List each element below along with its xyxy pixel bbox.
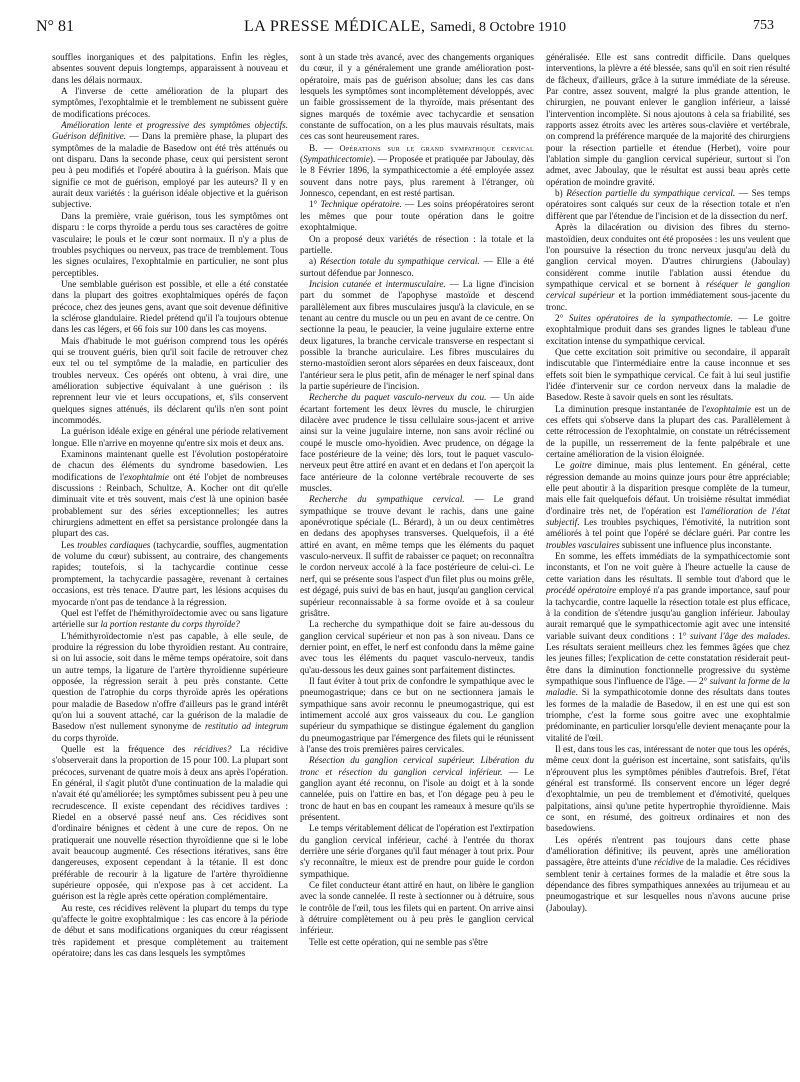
paragraph	[300, 880, 534, 937]
body-text: — Le ganglion ayant été reconnu, on l'isole au doigt et à la sonde cannelée, puis on l'attire en bas, et l'on dégage peu à peu le tronc de haut en bas en coupant les rameaux à mesure qu'ils se présentent.	[300, 766, 534, 823]
paragraph	[300, 234, 534, 257]
issue-number: N° 81	[36, 18, 74, 35]
paragraph	[52, 336, 288, 427]
body-text: subissent une influence plus inconstante.	[619, 539, 772, 550]
page-folio: 753	[753, 18, 774, 33]
italic-text: Suites opératoires de la sympathectomie.	[568, 312, 733, 323]
body-text: (tachycardie, souffles, augmentation de volume du cœur) subissent, au contraire, des changements rapides; toutefois, si la tachycardie continue cesse promptement, la tachycardie passagère, revenant à certaines occasions, est très tenace. D'autre part, les lésions acquises du myocarde n'ont pas de tendance à la régression.	[52, 539, 288, 607]
body-text: — Un aide écartant fortement les deux lèvres du muscle, le chirurgien dilacère avec prudence le tissu cellulaire sous-jacent et arrive ainsi sur la veine jugulaire interne, non sans avoir récliné ou coupé le muscle omo-hyoïdien. Avec prudence, on dégage la face postérieure de la veine; dès lors, tout le paquet vasculo-nerveux peut être attiré en avant et en dedans et l'on aperçoit la face antérieure de la colonne vertébrale recouverte de ses muscles.	[300, 392, 534, 494]
body-text: ). — Proposée et pratiquée par Jaboulay, dès le 8 Février 1896, la sympathicectomie a été employée assez souvent dans notre pays, plus rarement à l'étranger, où Jonnesco, cependant, en est resté partisan.	[300, 154, 534, 199]
body-text: — Le goitre exophtalmique produit dans ses grandes lignes le tableau d'une excitation intense du sympathique cervical.	[546, 312, 790, 346]
body-text: généralisée. Elle est sans contredit difficile. Dans quelques interventions, la plèvre a été blessée, sans qu'il en soit rien résulté de fâcheux, d'ailleurs, grâce à la suture immédiate de la séreuse. Par contre, assez souvent, malgré la plus grande attention, le chirurgien, ne pouvant enlever le ganglion inférieur, a laissé l'intervention incomplète. Si nous ajoutons à cela sa friabilité, ses rapports assez étroits avec les artères sous-clavière et vertébrale, on comprend la préférence marquée de la majorité des chirurgiens pour la résection partielle et étendue (Herbet), voire pour l'ablation simple du ganglion cervical supérieur, surtout si l'on admet, avec Jaboulay, que le résultat est aussi beau après cette opération de moindre gravité.	[546, 52, 790, 187]
body-text: . Si la sympathicotomie donne des résultats dans toutes les formes de la maladie de Basedow, il en est une qui est son triomphe, c'est la forme sous goitre avec une exophtalmie prédominante, en particulier lorsqu'elle devient menaçante pour la vitalité de l'œil.	[546, 687, 790, 743]
body-text: ont été l'objet de nombreuses discussions : Reinbach, Schultze, A. Kocher ont dit qu'elle diminuait vite et très souvent, mais c'est là une opinion basée probablement sur des séries exceptionnelles; les autres chirurgiens admettent en effet sa persistance prolongée dans la plupart des cas.	[52, 471, 288, 539]
italic-text: amélioration de l'état subjectif	[546, 505, 790, 528]
body-text: Que cette excitation soit primitive ou secondaire, il apparaît indiscutable que l'intermédiaire entre la cause inconnue et ses effets soit bien le sympathique cervical. Ce fait à lui seul justifie l'idée d'intervenir sur ce cordon nerveux dans la maladie de Basedow. Reste à savoir quels en sont les résultats.	[546, 346, 790, 403]
body-text: Le	[555, 460, 571, 471]
italic-text: Résection partielle du sympathique cervical.	[566, 188, 736, 199]
italic-text: Sympathicectomie	[303, 154, 370, 165]
body-text: Quel est l'effet de l'hémithyroïdectomie avec ou sans ligature artérielle sur	[52, 607, 288, 630]
italic-text: suivant l'âge des malades	[690, 630, 788, 641]
italic-text: récidive	[654, 857, 684, 868]
text-column-middle	[300, 52, 534, 1074]
paragraph	[52, 426, 288, 449]
body-text: En somme, les effets immédiats de la sympathicectomie sont inconstants, et l'on ne voit guère à l'heure actuelle la cause de cette variation dans les résultats. Il semble tout d'abord que le	[546, 551, 790, 584]
body-text: . Les troubles psychiques, l'émotivité, la nutrition sont améliorés à tel point que l'opéré se déclare guéri. Par contre les	[546, 517, 790, 539]
italic-text: récidives?	[193, 743, 232, 754]
body-text: — Elle a été surtout défendue par Jonnesco.	[300, 256, 534, 278]
body-text: Ce filet conducteur étant attiré en haut, on libère le ganglion avec la sonde cannelée. Il reste à sectionner ou à détruire, sous le contrôle de l'œil, tous les filets qui en partent. On arrive ainsi à détruire complètement ou à peu près le ganglion cervical inférieur.	[300, 880, 534, 936]
paragraph	[300, 52, 534, 143]
journal-name: LA PRESSE MÉDICALE,	[243, 18, 426, 35]
paragraph	[52, 279, 288, 336]
paragraph	[300, 676, 534, 755]
italic-text: procédé opératoire	[546, 585, 617, 596]
body-text: 2°	[555, 312, 569, 323]
italic-heading: Incision cutanée et intermusculaire.	[309, 278, 446, 289]
paragraph	[546, 222, 790, 313]
section-heading: Opérations sur le grand sympathique cervical	[339, 143, 534, 153]
italic-text: exophtalmie	[124, 471, 169, 482]
paragraph	[546, 347, 790, 404]
italic-heading: Recherche du paquet vasculo-nerveux du cou.	[309, 392, 487, 403]
paragraph	[300, 256, 534, 279]
body-text: est un de ces effets qui s'observe dans la plupart des cas. Parallèlement à cette rétrocession de l'exophtalmie, on constate un rétrécissement de la pupille, un resserrement de la fente palpébrale et une certaine amélioration de la vision éloignée.	[546, 403, 790, 460]
body-text: . Les résultats seraient meilleurs chez les femmes âgées que chez les jeunes filles; l'explication de cette constatation résiderait peut-être dans la diminution fonctionnelle progressive du système sympathique sous l'influence de l'âge. — 2°	[546, 630, 790, 686]
paragraph	[546, 188, 790, 222]
paragraph	[300, 619, 534, 676]
paragraph	[52, 608, 288, 631]
paragraph	[52, 211, 288, 279]
body-text: L'hémithyroïdectomie n'est pas capable, à elle seule, de produire la régression du lobe thyroïdien restant. Au contraire, si on lui associe, soit dans le même temps opératoire, soit dans un autre temps, la ligature de l'artère thyroïdienne supérieure opposée, la régression serait à peu près constante. Cette question de l'atrophie du corps thyroïde après les opérations pour maladie de Basedow n'offre d'ailleurs pas le grand intérêt qu'on lui a souvent attaché, car la guérison de la maladie de Basedow n'est nullement synonyme de	[52, 630, 288, 732]
body-text: souffles inorganiques et des palpitations. Enfin les règles, absentes souvent depuis longtemps, apparaissent à nouveau et dans les délais normaux.	[52, 52, 288, 85]
body-text: Les	[61, 539, 78, 550]
text-column-right	[546, 52, 790, 1074]
body-text: du corps thyroïde.	[52, 732, 119, 743]
body-text: Au reste, ces récidives relèvent la plupart du temps du type qu'affecte le goitre exophtalmique : les cas encore à la période de début et sans modifications organiques du cœur réagissent très rapidement et presque complètement au traitement opératoire; dans les cas dans lesquels les symptômes	[52, 902, 288, 959]
body-text: employé n'a pas grande importance, sauf pour la tachycardie, contre laquelle la résection totale est plus efficace, à la condition de s'étendre jusqu'au ganglion inférieur. Jaboulay aurait remarqué que le sympathicectomie agit avec une intensité variable suivant deux conditions : 1°	[546, 585, 790, 641]
italic-text: la portion restante du corps thyroïde?	[100, 619, 240, 630]
italic-text: goitre	[570, 460, 592, 471]
body-text: La recherche du sympathique doit se faire au-dessous du ganglion cervical supérieur et non pas à son niveau. Dans ce dernier point, en effet, le nerf est confondu dans la même gaine avec tous les éléments du paquet vasculo-nerveux, tandis qu'au-dessous les deux gaines sont parfaitement distinctes.	[300, 619, 534, 675]
paragraph	[300, 392, 534, 494]
paragraph	[52, 52, 288, 86]
paragraph	[300, 755, 534, 823]
paragraph	[546, 835, 790, 914]
paragraph	[300, 937, 534, 948]
italic-text: réséquer le ganglion cervical supérieur	[546, 278, 790, 301]
paragraph	[546, 460, 790, 551]
body-text: Mais d'habitude le mot guérison comprend tous les opérés qui se trouvent guéris, bien qu'il soit facile de retrouver chez eux tel ou tel symptôme de la maladie, en particulier des troubles nerveux. Ces opérés ont obtenu, à vrai dire, une amélioration subjective équivalant à une guérison : ils reprennent leur vie et leurs occupations, et, s'ils conservent quelques signes atténués, ils déclarent qu'ils n'en sont point incommodés.	[52, 335, 288, 425]
body-text: Les opérés n'entrent pas toujours dans cette phase d'amélioration définitive; ils peuvent, après une amélioration passagère, être atteints d'une	[546, 834, 790, 868]
body-text: La récidive s'observerait dans la proportion de 15 pour 100. La plupart sont précoces, survenant de quatre mois à deux ans après l'opération. En général, il s'agit plutôt d'une continuation de la maladie qui n'avait été qu'améliorée; les symptômes subissent peu à peu une recrudescence. Il existe cependant des récidives tardives : Riedel en a observé passé neuf ans. Ces récidives sont d'ordinaire bénignes et cèdent à une cure de repos. On ne pratiquerait une nouvelle résection thyroïdienne que si le lobe avait beaucoup augmenté. Ces résections itératives, sans être dangereuses, exposent cependant à la tétanie. Il est donc préférable de recourir à la ligature de l'artère thyroïdienne supérieure opposée, qui n'expose pas à cet accident. La guérison est la règle après cette opération complémentaire.	[52, 743, 288, 902]
body-text: b)	[555, 188, 567, 199]
paragraph	[52, 903, 288, 960]
body-text: — Ses temps opératoires sont calqués sur ceux de la résection totale et n'en diffèrent que par l'étendue de l'incision et de la dissection du nerf.	[546, 188, 790, 221]
paragraph	[546, 313, 790, 347]
body-text: de la maladie. Ces récidives semblent tenir à certaines formes de la maladie et être sous la dépendance des fibres sympathiques annexées au trijumeau et au pneumogastrique et sur lesquelles nous n'avons aucune prise (Jaboulay).	[546, 857, 790, 913]
paragraph	[300, 143, 534, 200]
page-header	[36, 18, 774, 40]
paragraph	[52, 540, 288, 608]
body-text: a)	[309, 256, 321, 267]
paragraph	[546, 551, 790, 744]
section-marker: B. —	[309, 142, 340, 153]
body-text: 1°	[309, 199, 321, 210]
body-text: Une semblable guérison est possible, et elle a été constatée dans la plupart des goitres exophtalmiques opérés de façon précoce, chez des jeunes gens, avant que soit devenue définitive la sclérose glandulaire. Riedel prétend qu'il l'a toujours obtenue dans les cas légers, et 66 fois sur 100 dans les cas moyens.	[52, 278, 288, 335]
body-text: — La ligne d'incision part du sommet de l'apophyse mastoïde et descend parallèlement aux fibres musculaires jusqu'à la clavicule, en se tenant au centre du muscle ou un peu en avant de ce centre. On sectionne la peau, le peaucier, la veine jugulaire externe entre deux ligatures, la branche cervicale transverse en respectant si possible la branche auriculaire. Les fibres musculaires du sterno-mastoïdien seront alors séparées en deux faisceaux, dont l'antérieur sera le plus petit, afin de ménager le nerf spinal dans la partie supérieure de l'incision.	[300, 278, 534, 391]
italic-text: restitutio ad integrum	[204, 721, 288, 732]
paragraph	[52, 631, 288, 744]
italic-text: troubles cardiaques	[77, 539, 151, 550]
issue-date: Samedi, 8 Octobre 1910	[429, 20, 567, 35]
body-text: Après la dilacération ou division des fibres du sterno-mastoïdien, deux conduites ont été proposées : les uns veulent que l'on poursuive la résection du tronc nerveux jusqu'au delà du ganglion cervical moyen. D'autres chirurgiens (Jaboulay) considèrent comme inutile l'ablation aussi étendue du sympathique cervical et se bornent à	[546, 222, 790, 289]
italic-text: Technique opératoire.	[320, 199, 402, 210]
paragraph	[300, 199, 534, 233]
paragraph	[300, 494, 534, 619]
body-text: La diminution presque instantanée de l'	[555, 403, 707, 414]
italic-text: troubles vasculaires	[546, 539, 620, 550]
body-text: Dans la première, vraie guérison, tous les symptômes ont disparu : le corps thyroïde a perdu tous ses caractères de goitre vasculaire; le pouls et le cœur sont normaux. Il n'y a plus de troubles psychiques ou nerveux, pas trace de tremblement. Tous les signes oculaires, l'exophtalmie en particulier, ne sont plus perceptibles.	[52, 210, 288, 278]
body-text: — Dans la première phase, la plupart des symptômes de la maladie de Basedow ont été très atténués ou ont disparu. Dans la seconde phase, ceux qui persistent seront peu à peu modifiés et l'opéré aboutira à la guérison. Mais que signifie ce mot de guérison, employé par les auteurs? Il y en aurait deux variétés : la guérison idéale objective et la guérison subjective.	[52, 131, 288, 210]
body-text: Quelle est la fréquence des	[61, 743, 194, 754]
body-text: Il faut éviter à tout prix de confondre le sympathique avec le pneumogastrique; dans ce but on ne sectionnera jamais le sympathique sans avoir reconnu le pneumogastrique, qui est intimement accolé aux gros vaisseaux du cou. Le ganglion supérieur du sympathique se distingue également du ganglion du pneumogastrique par l'émergence des filets qui le réunissent à l'anse des trois premières paires cervicales.	[300, 675, 534, 754]
body-text: A l'inverse de cette amélioration de la plupart des symptômes, l'exophtalmie et le tremblement ne subissent guère de modifications précoces.	[52, 86, 288, 119]
body-text: et la portion immédiatement sous-jacente du tronc.	[546, 290, 790, 312]
body-text: On a proposé deux variétés de résection : la totale et la partielle.	[300, 233, 534, 255]
body-text: (	[300, 154, 304, 165]
paragraph	[52, 86, 288, 120]
italic-text: Résection totale du sympathique cervical.	[320, 256, 480, 267]
italic-heading: Amélioration lente et progressive des symptômes objectifs. Guérison définitive.	[52, 120, 288, 142]
body-text: Il est, dans tous les cas, intéressant de noter que tous les opérés, même ceux dont la guérison est incertaine, sont satisfaits, qu'ils n'éprouvent plus les symptômes pénibles d'autrefois. Bref, l'état général est transformé. Ils conservent encore un léger degré d'exophtalmie, un peu de tremblement et d'émotivité, quelques palpitations, ainsi qu'une petite hypertrophie thyroïdienne. Mais ce sont, en résumé, des goitreux ordinaires et non des basedowiens.	[546, 743, 790, 834]
body-text: sont à un stade très avancé, avec des changements organiques du cœur, il y a généralement une grande amélioration post-opératoire, mais pas de guérison absolue; dans les cas dans lesquels les symptômes sont incomplètement développés, avec un faible grossissement de la thyroïde, mais présentant des signes marqués de toxémie avec tachycardie et sensation constante de suffocation, on a les plus mauvais résultats, mais ces cas sont heureusement rares.	[300, 52, 534, 142]
paragraph	[546, 404, 790, 461]
body-text: diminue, mais plus lentement. En général, cette régression demande au moins quinze jours pour être appréciable; elle peut aboutir à la disparition presque complète de la tumeur, mais elle fait quelquefois défaut. Un troisième résultat immédiat d'ordinaire très net, de l'opération est l'	[546, 460, 790, 516]
italic-heading: Recherche du sympathique cervical.	[309, 494, 465, 505]
paragraph	[300, 279, 534, 392]
running-title	[36, 18, 774, 36]
body-text: Telle est cette opération, qui ne semble pas s'être	[309, 936, 488, 947]
italic-text: suivant la forme de la maladie	[546, 675, 790, 698]
body-text: Examinons maintenant quelle est l'évolution postopératoire de chacun des éléments du syndrome basedowien. Les modifications de l'	[52, 449, 288, 482]
body-text: La guérison idéale exige en général une période relativement longue. Elle n'arrive en moyenne qu'entre six mois et deux ans.	[52, 426, 288, 448]
paragraph	[52, 120, 288, 211]
paragraph	[546, 744, 790, 835]
body-text: — Les soins préopératoires seront les mêmes que pour toute opération dans le goitre exophtalmique.	[300, 199, 534, 233]
body-text: Le temps véritablement délicat de l'opération est l'extirpation du ganglion cervical inférieur, caché à l'entrée du thorax derrière une série d'organes qu'il faut ménager à tout prix. Pour s'y reconnaître, le mieux est de prendre pour guide le cordon sympathique.	[300, 823, 534, 879]
body-text: — Le grand sympathique se trouve devant le rachis, dans une gaine aponévrotique spéciale (L. Bérard), à un ou deux centimètres en dedans des apophyses transverses. Quelquefois, il a été attiré en avant, en même temps que les éléments du paquet vasculo-nerveux. Il suffit de rabaisser ce paquet; on reconnaîtra le cordon nerveux accolé à la face postérieure de celui-ci. Le nerf, qui se présente sous l'aspect d'un filet plus ou moins grêle, est dégagé, puis suivi de bas en haut, jusqu'au ganglion cervical supérieur reconnaissable à sa forme ovoïde et à sa couleur grisâtre.	[300, 494, 534, 618]
paragraph	[52, 449, 288, 540]
paragraph	[52, 744, 288, 903]
paragraph	[300, 823, 534, 880]
italic-heading: Résection du ganglion cervical supérieur. Libération du tronc et résection du ganglion cervical inférieur.	[300, 755, 534, 777]
italic-text: exophtalmie	[706, 403, 751, 414]
paragraph	[546, 52, 790, 188]
text-column-left	[52, 52, 288, 1074]
